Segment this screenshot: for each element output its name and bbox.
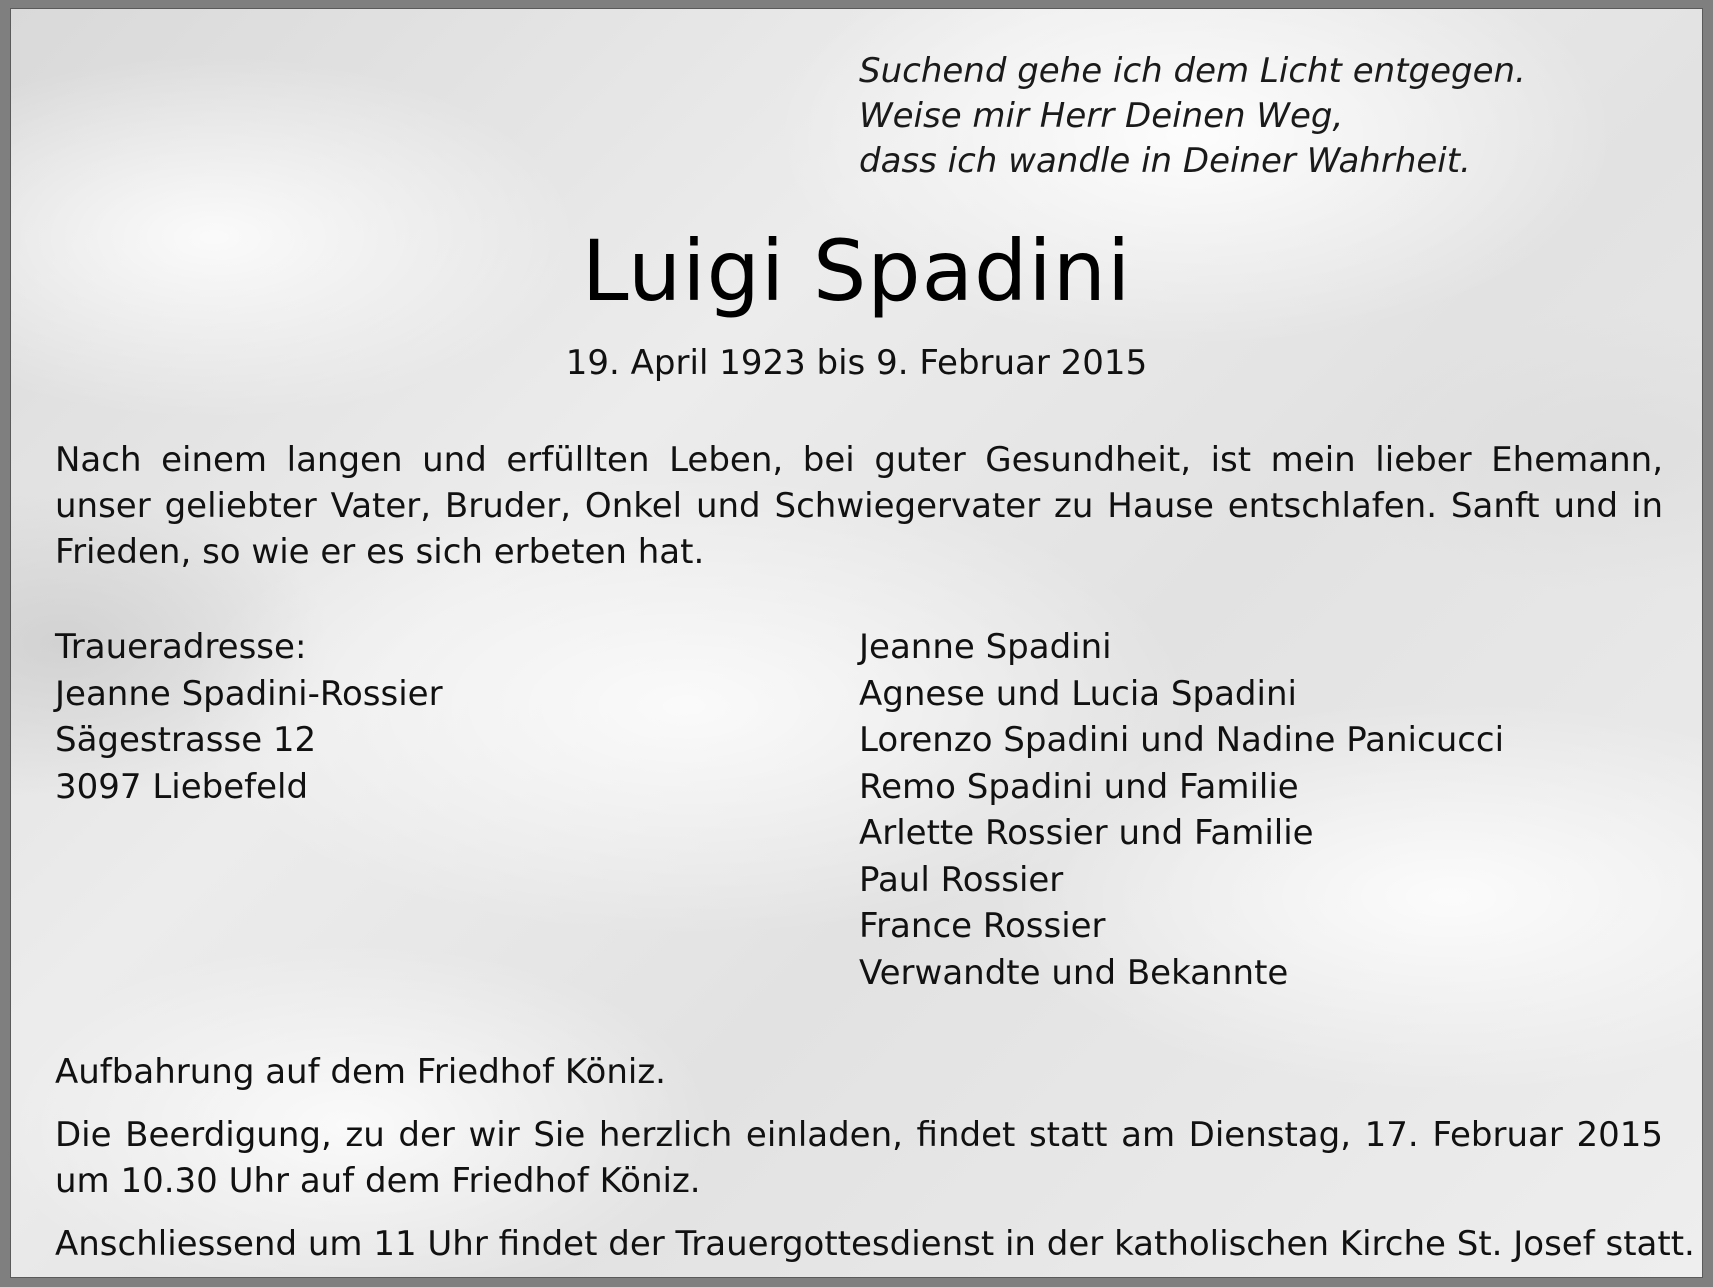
life-dates: 19. April 1923 bis 9. Februar 2015 xyxy=(565,343,1148,383)
mourning-address xyxy=(55,624,443,810)
verse-line: Suchend gehe ich dem Licht entgegen. xyxy=(859,51,1526,91)
mourner-entry: Arlette Rossier und Familie xyxy=(859,813,1314,853)
mourners-list xyxy=(859,624,1504,996)
verse-line: Weise mir Herr Deinen Weg, xyxy=(859,96,1344,136)
mourner-entry: Lorenzo Spadini und Nadine Panicucci xyxy=(859,720,1505,760)
address-street: Sägestrasse 12 xyxy=(55,720,317,760)
mourner-entry: Verwandte und Bekannte xyxy=(859,952,1289,993)
mourner-entry: Paul Rossier xyxy=(859,859,1064,900)
verse-quote xyxy=(859,49,1526,184)
intro-paragraph: Nach einem langen und erfüllten Leben, bei guter Gesundheit, ist mein lieber Ehemann, unser geliebter Vater, Bruder, Onkel und Schwiegervater zu Hause entschlafen. Sanft und in Frieden, so wie er es sich erbeten hat. xyxy=(55,440,1663,572)
funeral-notice: Die Beerdigung, zu der wir Sie herzlich einladen, findet statt am Dienstag, 17. Februar 2015 um 10.30 Uhr auf dem Friedhof Köniz. xyxy=(55,1115,1663,1201)
address-city: 3097 Liebefeld xyxy=(55,766,309,807)
mourner-entry: Jeanne Spadini xyxy=(859,627,1112,667)
address-label: Traueradresse: xyxy=(55,627,307,667)
laying-out-notice: Aufbahrung auf dem Friedhof Köniz. xyxy=(55,1052,666,1092)
address-name: Jeanne Spadini-Rossier xyxy=(55,673,443,714)
deceased-name: Luigi Spadini xyxy=(581,222,1132,320)
mourner-entry: Agnese und Lucia Spadini xyxy=(859,673,1297,714)
obituary-notice xyxy=(10,8,1703,1278)
service-notice: Anschliessend um 11 Uhr findet der Trauergottesdienst in der katholischen Kirche St. Josef statt. xyxy=(55,1224,1695,1264)
mourner-entry: Remo Spadini und Familie xyxy=(859,766,1299,807)
verse-line: dass ich wandle in Deiner Wahrheit. xyxy=(859,141,1471,181)
mourner-entry: France Rossier xyxy=(859,906,1106,946)
